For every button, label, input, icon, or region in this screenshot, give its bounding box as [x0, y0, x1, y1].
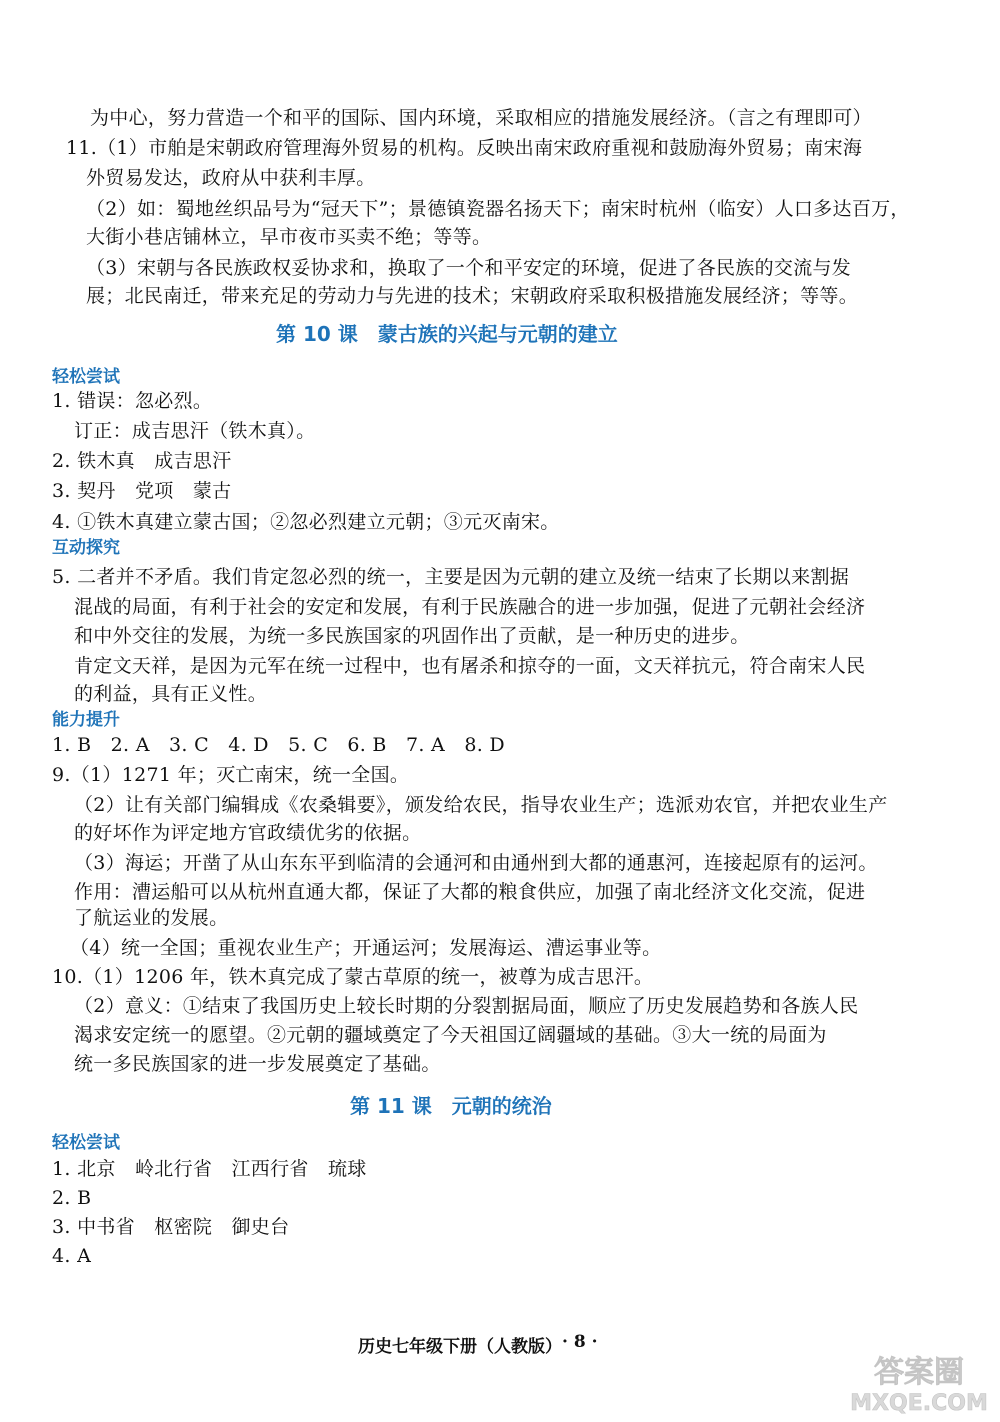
section-heading-easy-try: 轻松尝试 [52, 1133, 120, 1153]
body-line: 为中心，努力营造一个和平的国际、国内环境，采取相应的措施发展经济。（言之有理即可） [90, 107, 872, 129]
lesson-10-title: 第 10 课 蒙古族的兴起与元朝的建立 [276, 322, 618, 346]
answer-line: 和中外交往的发展，为统一多民族国家的巩固作出了贡献，是一种历史的进步。 [74, 625, 750, 647]
answer-line: 10.（1）1206 年，铁木真完成了蒙古草原的统一，被尊为成吉思汗。 [52, 966, 654, 988]
svg-text:答案圈: 答案圈 [874, 1355, 964, 1390]
answer-line: 的利益，具有正义性。 [74, 683, 268, 705]
body-line: 外贸易发达，政府从中获利丰厚。 [86, 167, 376, 189]
answer-line: 的好坏作为评定地方官政绩优劣的依据。 [74, 822, 422, 844]
body-line: （3）宋朝与各民族政权妥协求和，换取了一个和平安定的环境，促进了各民族的交流与发 [86, 257, 852, 279]
body-line: 11.（1）市舶是宋朝政府管理海外贸易的机构。反映出南宋政府重视和鼓励海外贸易；南宋海 [66, 137, 863, 159]
body-line: 大街小巷店铺林立，早市夜市买卖不绝；等等。 [86, 226, 492, 248]
answer-line: （2）让有关部门编辑成《农桑辑要》，颁发给农民，指导农业生产；选派劝农官，并把农业生产 [74, 794, 888, 816]
answer-line: 3. 中书省 枢密院 御史台 [52, 1216, 290, 1238]
answer-line: 订正：成吉思汗（铁木真）。 [74, 420, 316, 442]
answer-line: 3. 契丹 党项 蒙古 [52, 480, 232, 502]
section-heading-ability: 能力提升 [52, 710, 120, 730]
answer-line: 统一多民族国家的进一步发展奠定了基础。 [74, 1053, 441, 1075]
svg-text:MXQE.COM: MXQE.COM [850, 1391, 988, 1416]
body-line: 展；北民南迁，带来充足的劳动力与先进的技术；宋朝政府采取积极措施发展经济；等等。 [86, 285, 859, 307]
watermark-logo [844, 1346, 994, 1416]
answer-line: 4. A [52, 1245, 92, 1267]
answer-line: 9.（1）1271 年；灭亡南宋，统一全国。 [52, 764, 410, 786]
lesson-11-title: 第 11 课 元朝的统治 [350, 1094, 552, 1118]
answer-line: 2. 铁木真 成吉思汗 [52, 450, 232, 472]
page-number: · 8 · [562, 1332, 598, 1352]
answer-line: （4）统一全国；重视农业生产；开通运河；发展海运、漕运事业等。 [70, 937, 662, 959]
answer-line: 1. 北京 岭北行省 江西行省 琉球 [52, 1158, 367, 1180]
answer-line: （2）意义：①结束了我国历史上较长时期的分裂割据局面，顺应了历史发展趋势和各族人民 [74, 995, 859, 1017]
answer-line: （3）海运；开凿了从山东东平到临清的会通河和由通州到大都的通惠河，连接起原有的运河。 [74, 852, 878, 874]
body-line: （2）如：蜀地丝织品号为“冠天下”；景德镇瓷器名扬天下；南宋时杭州（临安）人口多达百万， [86, 198, 910, 220]
section-heading-easy-try: 轻松尝试 [52, 367, 120, 387]
answer-line: 1. 错误：忽必烈。 [52, 390, 213, 412]
answer-line: 了航运业的发展。 [74, 907, 229, 929]
answer-line: 肯定文天祥，是因为元军在统一过程中，也有屠杀和掠夺的一面，文天祥抗元，符合南宋人民 [74, 655, 866, 677]
answer-line: 1. B 2. A 3. C 4. D 5. C 6. B 7. A 8. D [52, 734, 505, 756]
answer-line: 混战的局面，有利于社会的安定和发展，有利于民族融合的进一步加强，促进了元朝社会经济 [74, 596, 866, 618]
answer-line: 渴求安定统一的愿望。②元朝的疆域奠定了今天祖国辽阔疆域的基础。③大一统的局面为 [74, 1024, 827, 1046]
answer-line: 2. B [52, 1187, 92, 1209]
footer-book-title: 历史七年级下册（人教版） [358, 1337, 562, 1357]
answer-line: 5. 二者并不矛盾。我们肯定忽必烈的统一，主要是因为元朝的建立及统一结束了长期以来割据 [52, 566, 850, 588]
answer-line: 作用：漕运船可以从杭州直通大都，保证了大都的粮食供应，加强了南北经济文化交流，促进 [74, 881, 866, 903]
section-heading-interactive: 互动探究 [52, 538, 120, 558]
answer-line: 4. ①铁木真建立蒙古国；②忽必烈建立元朝；③元灭南宋。 [52, 511, 560, 533]
